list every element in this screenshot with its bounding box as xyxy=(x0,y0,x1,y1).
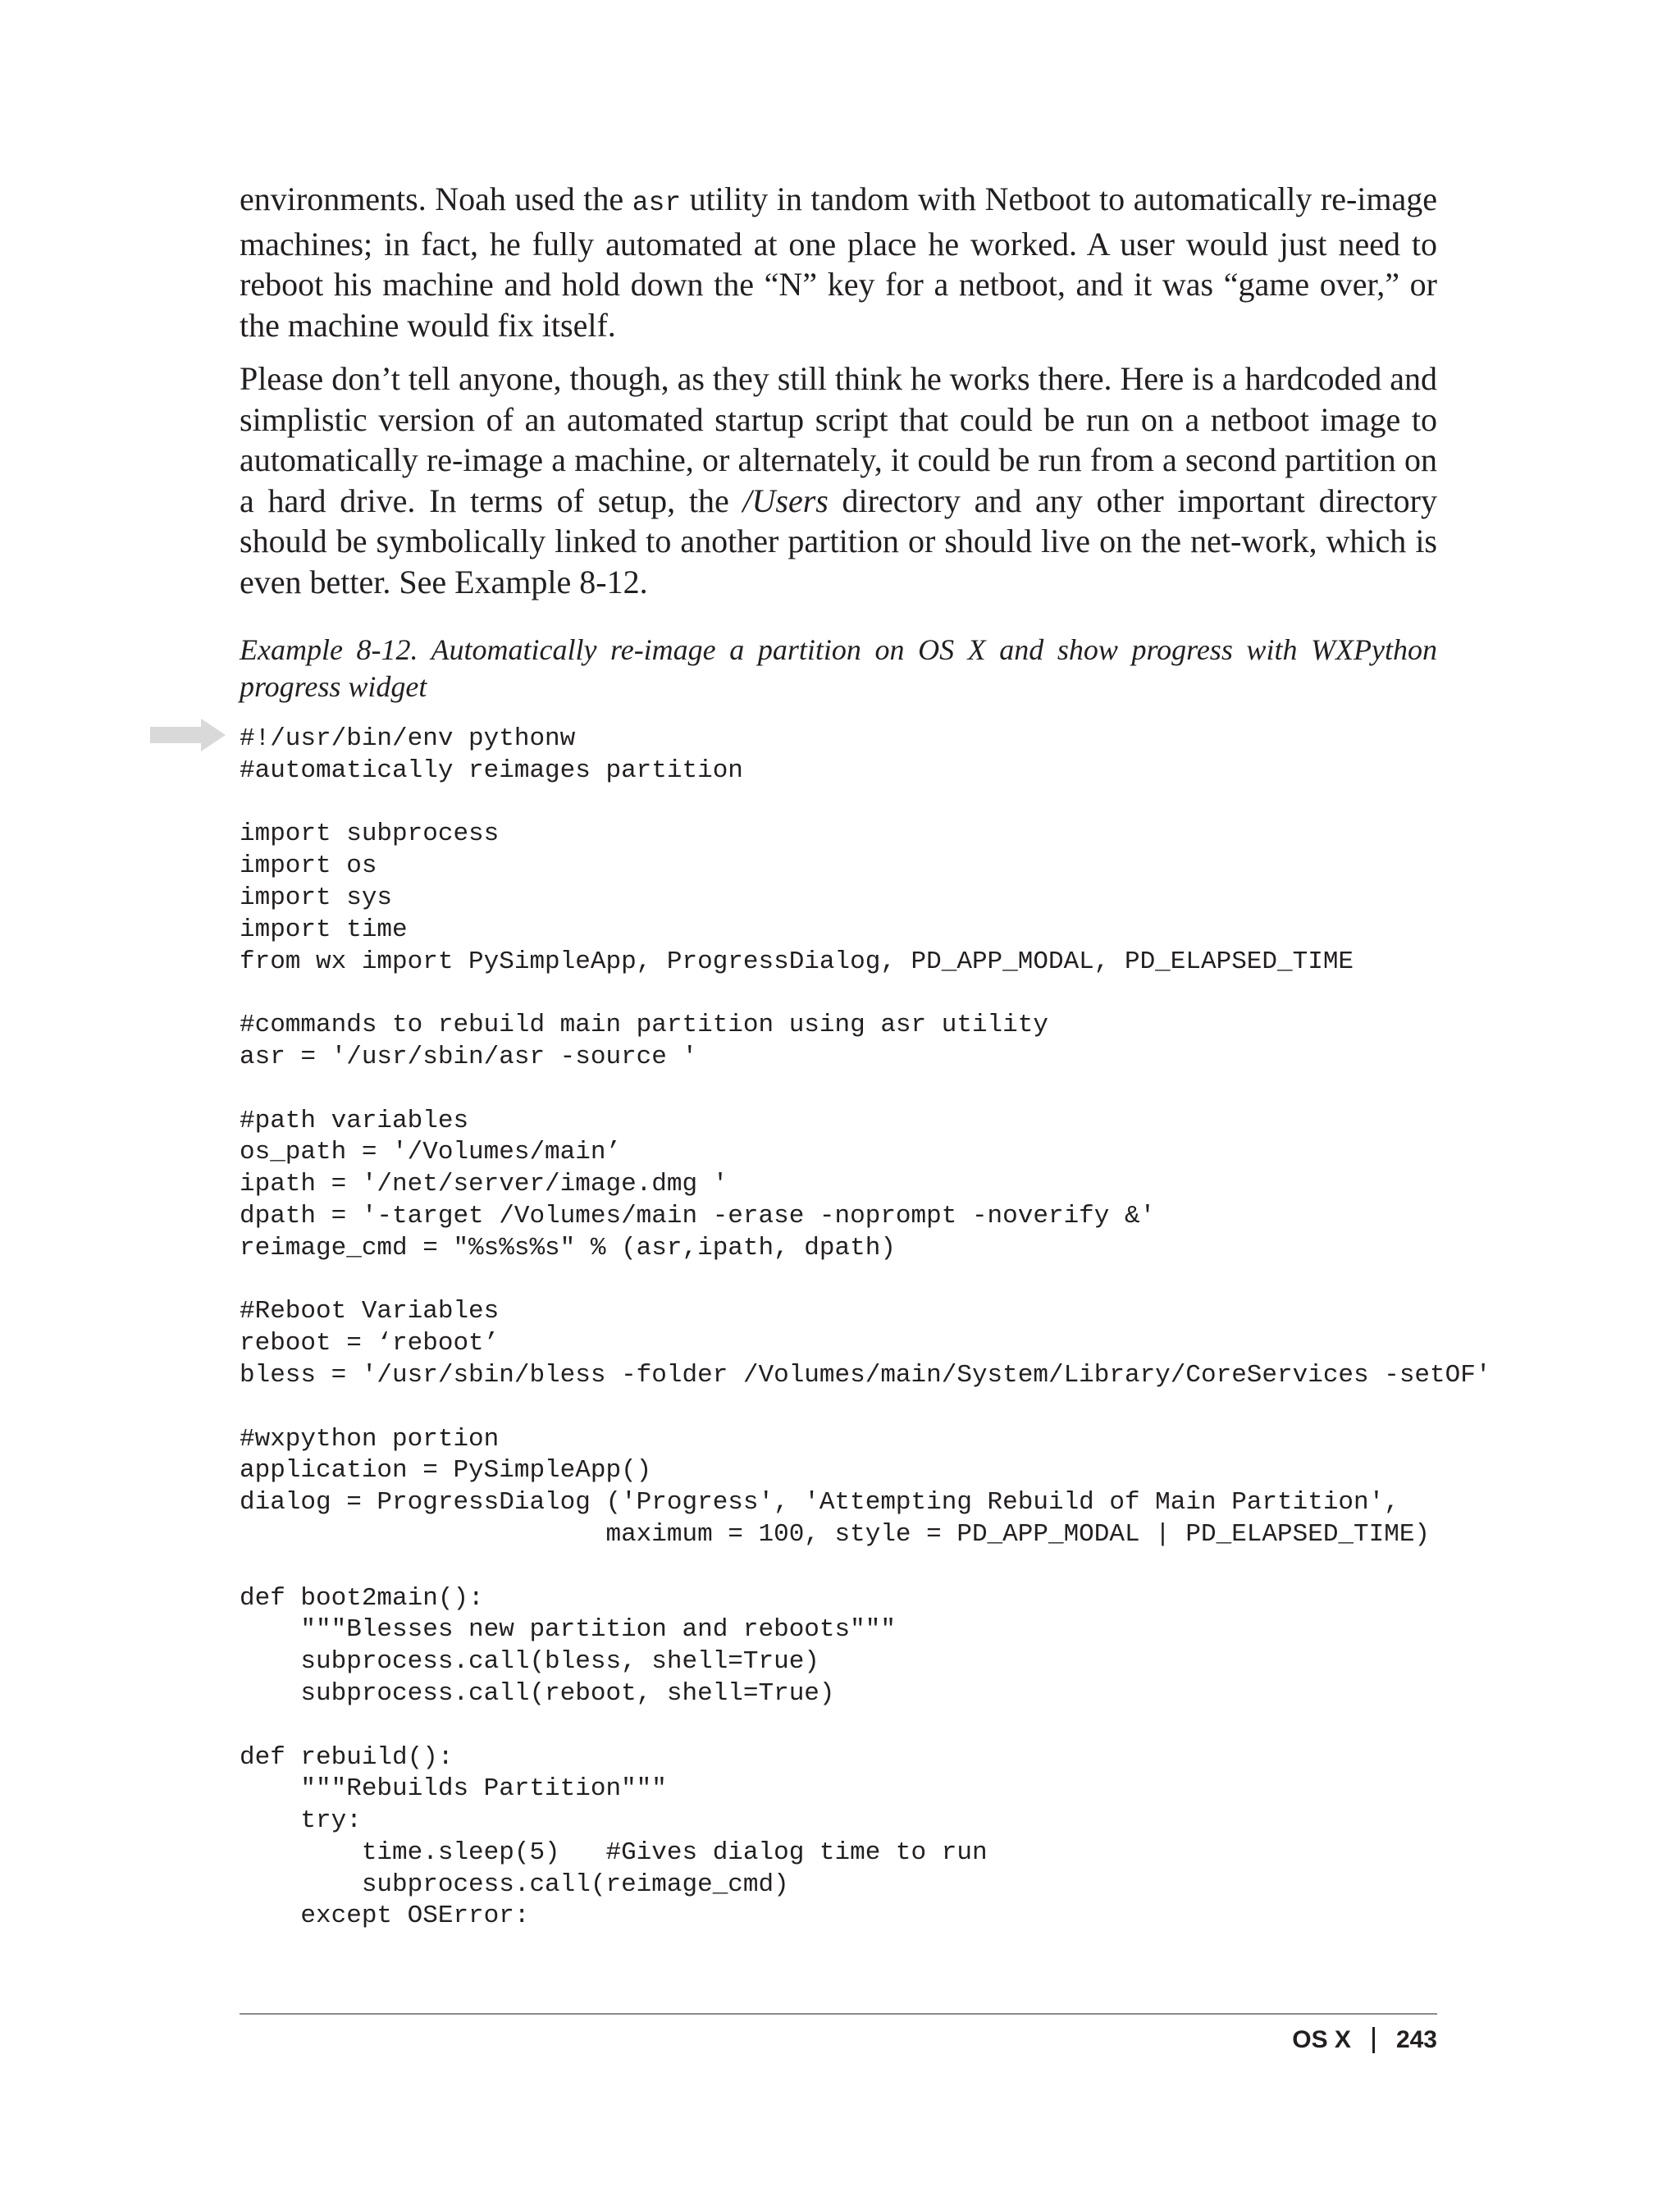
code-listing xyxy=(240,724,1491,1933)
code-line: #commands to rebuild main partition using asr utility xyxy=(240,1011,1048,1040)
footer-divider xyxy=(240,2013,1437,2015)
running-footer-section: OS X xyxy=(1292,2026,1351,2053)
code-line: def rebuild(): xyxy=(240,1742,454,1772)
code-line: #Reboot Variables xyxy=(240,1297,500,1326)
code-line: def boot2main(): xyxy=(240,1583,484,1613)
code-line: os_path = '/Volumes/main’ xyxy=(240,1138,622,1167)
right-arrow-icon xyxy=(150,719,226,751)
code-line: time.sleep(5) #Gives dialog time to run xyxy=(240,1838,988,1867)
code-line: #path variables xyxy=(240,1106,469,1135)
body-paragraph xyxy=(240,358,1437,602)
code-line: asr = '/usr/sbin/asr -source ' xyxy=(240,1042,698,1071)
code-line xyxy=(240,1551,1491,1583)
paragraph-text: directory and any other important directory should be symbolically linked to another partition or should live on the net-work, which is even better. See Example 8-12. xyxy=(240,482,1437,600)
paragraph-text: environments. Noah used the xyxy=(240,180,632,217)
code-line: """Rebuilds Partition""" xyxy=(240,1774,667,1804)
code-line xyxy=(240,1392,1491,1424)
code-line: import subprocess xyxy=(240,819,500,849)
code-line: #!/usr/bin/env pythonw xyxy=(240,724,576,753)
code-line: import time xyxy=(240,915,408,944)
code-line: application = PySimpleApp() xyxy=(240,1456,652,1486)
inline-code: asr xyxy=(632,188,682,218)
code-line xyxy=(240,788,1491,819)
code-line xyxy=(240,978,1491,1010)
code-line: dialog = ProgressDialog ('Progress', 'Attempting Rebuild of Main Partition', xyxy=(240,1488,1399,1518)
code-line: ipath = '/net/server/image.dmg ' xyxy=(240,1170,728,1199)
path-emphasis: /Users xyxy=(742,482,829,519)
code-line: """Blesses new partition and reboots""" xyxy=(240,1615,896,1645)
code-line: from wx import PySimpleApp, ProgressDialog, PD_APP_MODAL, PD_ELAPSED_TIME xyxy=(240,947,1354,976)
code-line: try: xyxy=(240,1806,362,1836)
code-line: #automatically reimages partition xyxy=(240,756,743,785)
body-paragraph xyxy=(240,179,1437,345)
paragraph-text: utility in tandom with Netboot to automatically re-image machines; in fact, he fully automated at one place he worked. A user would just need to reboot his machine and hold down the “N” key for a netboot, and it was “game over,” or the machine would fix itself. xyxy=(240,180,1438,344)
example-caption: Example 8-12. Automatically re-image a partition on OS X and show progress with WXPython progress widget xyxy=(240,633,1437,703)
code-line: import os xyxy=(240,851,377,881)
page-number: 243 xyxy=(1395,2026,1437,2053)
code-line: reimage_cmd = "%s%s%s" % (asr,ipath, dpath) xyxy=(240,1233,896,1262)
code-line: import sys xyxy=(240,883,393,912)
code-line: #wxpython portion xyxy=(240,1424,500,1454)
code-line xyxy=(240,1710,1491,1742)
code-line: bless = '/usr/sbin/bless -folder /Volumes/main/System/Library/CoreServices -setOF' xyxy=(240,1360,1491,1390)
code-line: reboot = ‘reboot’ xyxy=(240,1329,500,1358)
code-line: except OSError: xyxy=(240,1901,530,1931)
code-line xyxy=(240,1074,1491,1106)
code-line: maximum = 100, style = PD_APP_MODAL | PD_ELAPSED_TIME) xyxy=(240,1519,1431,1549)
code-line: dpath = '-target /Volumes/main -erase -noprompt -noverify &' xyxy=(240,1201,1156,1230)
footer-separator xyxy=(1372,2027,1375,2053)
paragraph-text: Please don’t tell anyone, though, as they still think he works there. Here is a hardcoded and simplistic version of an automated startup script that could be run on a netboot image to automatically re-image a machine, or alternately, it could be run from a second partition on a hard drive. In terms of setup, the xyxy=(240,360,1437,519)
code-line: subprocess.call(reimage_cmd) xyxy=(240,1869,789,1899)
page-footer xyxy=(1292,2024,1437,2057)
code-line xyxy=(240,1265,1491,1297)
code-line: subprocess.call(bless, shell=True) xyxy=(240,1647,819,1677)
code-line: subprocess.call(reboot, shell=True) xyxy=(240,1678,835,1708)
